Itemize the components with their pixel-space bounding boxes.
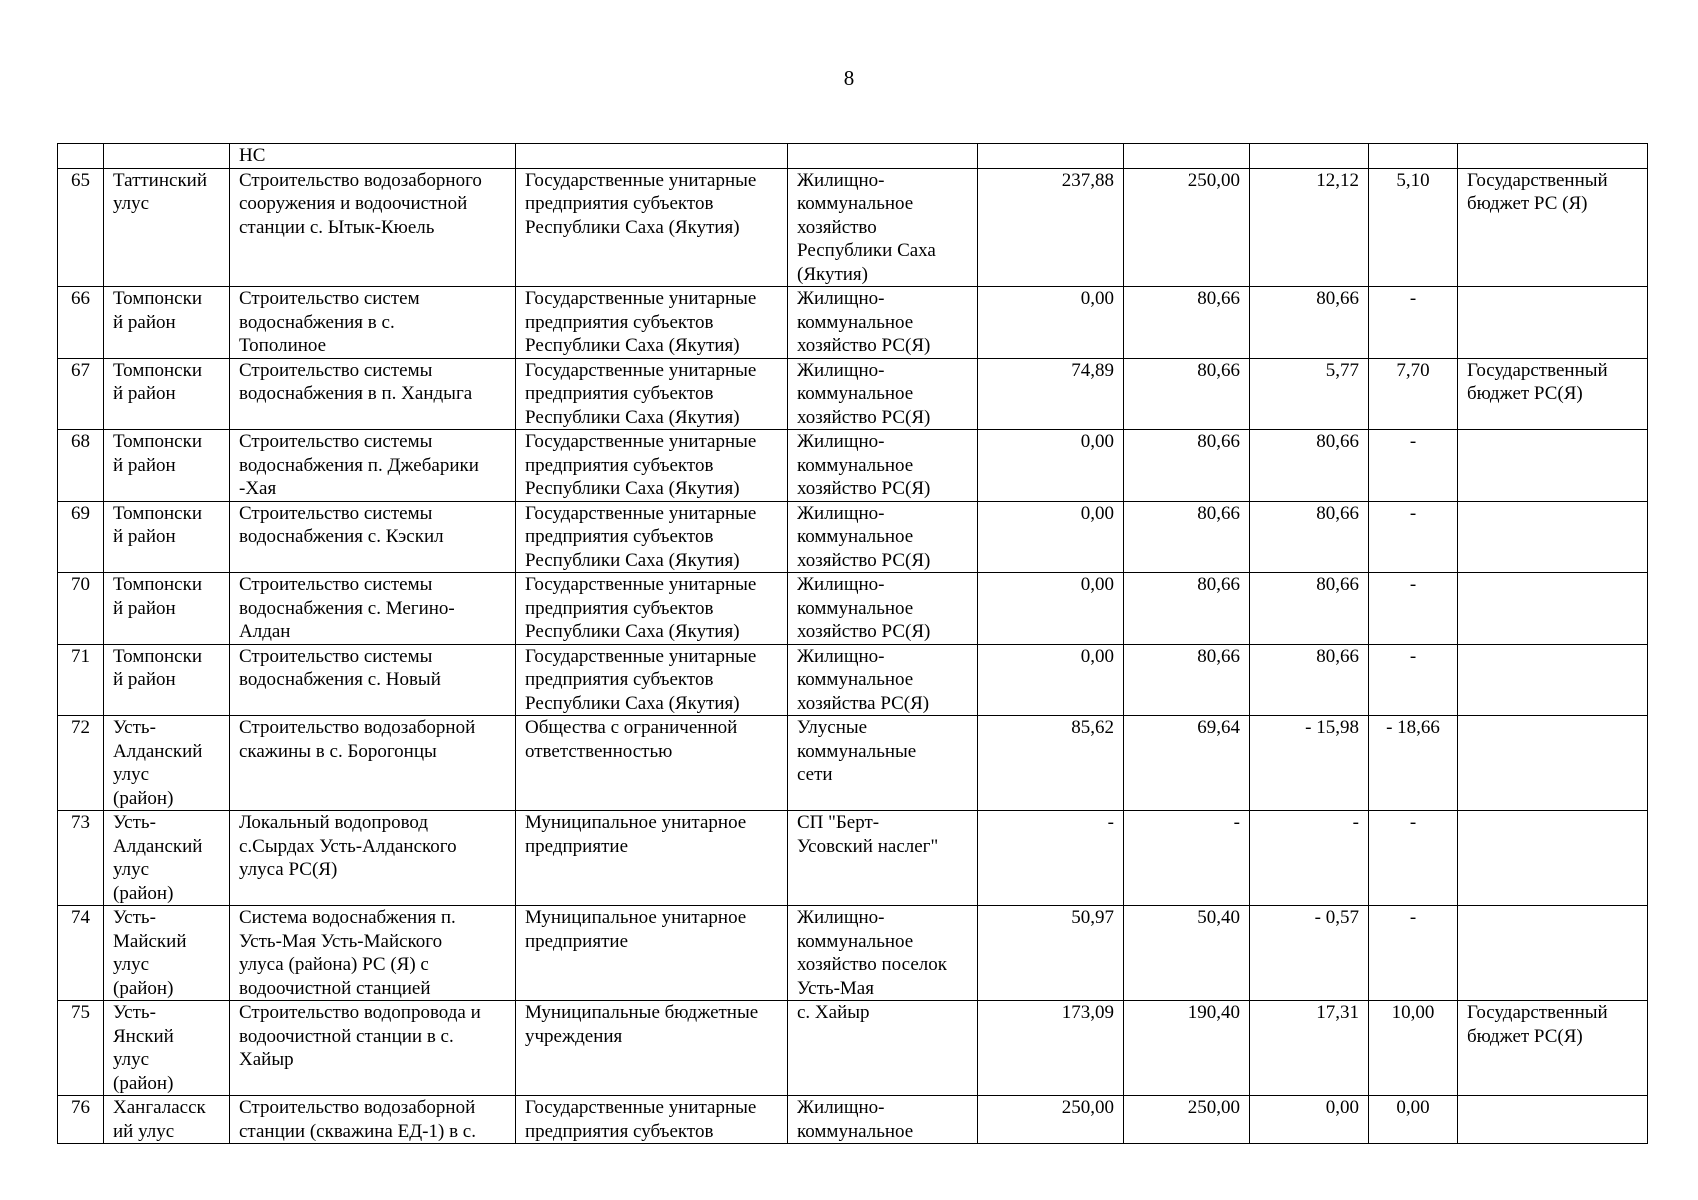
cell-value-new (1124, 144, 1250, 169)
cell-operator: Улусные коммунальные сети (788, 716, 978, 811)
cell-district: Усть- Янский улус (район) (104, 1001, 230, 1096)
cell-value-new: - (1124, 811, 1250, 906)
cell-value-difference: - 15,98 (1250, 716, 1369, 811)
cell-project-name: Строительство системы водоснабжения с. Мегино- Алдан (230, 573, 516, 645)
cell-number (58, 144, 104, 169)
table-body (58, 144, 1648, 1144)
table-row (58, 573, 1648, 645)
cell-operator: Жилищно- коммунальное хозяйство Республики Саха (Якутия) (788, 168, 978, 287)
cell-value-new: 80,66 (1124, 430, 1250, 502)
page-number: 8 (843, 66, 855, 90)
cell-funding-source (1458, 906, 1648, 1001)
cell-value-base: 74,89 (978, 358, 1124, 430)
cell-percent-change: 5,10 (1369, 168, 1458, 287)
cell-number: 74 (58, 906, 104, 1001)
cell-operator: с. Хайыр (788, 1001, 978, 1096)
cell-project-name: Система водоснабжения п. Усть-Мая Усть-Майского улуса (района) РС (Я) с водоочистной станцией (230, 906, 516, 1001)
cell-number: 65 (58, 168, 104, 287)
cell-organization-type: Государственные унитарные предприятия субъектов (516, 1096, 788, 1144)
cell-number: 76 (58, 1096, 104, 1144)
cell-funding-source (1458, 144, 1648, 169)
cell-organization-type: Муниципальные бюджетные учреждения (516, 1001, 788, 1096)
cell-operator: Жилищно- коммунальное хозяйство РС(Я) (788, 358, 978, 430)
cell-value-difference: 5,77 (1250, 358, 1369, 430)
cell-organization-type: Государственные унитарные предприятия субъектов Республики Саха (Якутия) (516, 644, 788, 716)
cell-funding-source (1458, 430, 1648, 502)
cell-value-new: 80,66 (1124, 287, 1250, 359)
table-row (58, 1096, 1648, 1144)
cell-project-name: Локальный водопровод с.Сырдах Усть-Алданского улуса РС(Я) (230, 811, 516, 906)
cell-value-new: 190,40 (1124, 1001, 1250, 1096)
cell-district: Томпонски й район (104, 358, 230, 430)
cell-organization-type: Государственные унитарные предприятия субъектов Республики Саха (Якутия) (516, 287, 788, 359)
cell-value-difference: 80,66 (1250, 573, 1369, 645)
cell-value-base: 250,00 (978, 1096, 1124, 1144)
cell-operator: Жилищно- коммунальное (788, 1096, 978, 1144)
cell-operator: Жилищно- коммунальное хозяйство поселок Усть-Мая (788, 906, 978, 1001)
cell-project-name: Строительство систем водоснабжения в с. Тополиное (230, 287, 516, 359)
cell-percent-change: - (1369, 573, 1458, 645)
table-row (58, 430, 1648, 502)
cell-operator: СП "Берт- Усовский наслег" (788, 811, 978, 906)
cell-value-difference (1250, 144, 1369, 169)
cell-value-difference: 80,66 (1250, 287, 1369, 359)
cell-funding-source: Государственный бюджет РС(Я) (1458, 358, 1648, 430)
cell-funding-source (1458, 501, 1648, 573)
cell-organization-type: Государственные унитарные предприятия субъектов Республики Саха (Якутия) (516, 358, 788, 430)
cell-value-new: 250,00 (1124, 168, 1250, 287)
cell-value-base: 50,97 (978, 906, 1124, 1001)
water-supply-table (57, 143, 1648, 1144)
cell-value-new: 50,40 (1124, 906, 1250, 1001)
cell-value-difference: 12,12 (1250, 168, 1369, 287)
cell-operator: Жилищно- коммунальное хозяйство РС(Я) (788, 573, 978, 645)
cell-number: 71 (58, 644, 104, 716)
cell-percent-change (1369, 144, 1458, 169)
cell-operator: Жилищно- коммунальное хозяйство РС(Я) (788, 287, 978, 359)
cell-funding-source (1458, 716, 1648, 811)
cell-value-new: 250,00 (1124, 1096, 1250, 1144)
table-row (58, 358, 1648, 430)
cell-number: 68 (58, 430, 104, 502)
cell-value-base: 0,00 (978, 573, 1124, 645)
cell-percent-change: - (1369, 644, 1458, 716)
cell-number: 73 (58, 811, 104, 906)
cell-project-name: Строительство водозаборного сооружения и водоочистной станции с. Ытык-Кюель (230, 168, 516, 287)
cell-district: Усть- Алданский улус (район) (104, 811, 230, 906)
cell-operator: Жилищно- коммунальное хозяйство РС(Я) (788, 430, 978, 502)
cell-percent-change: - (1369, 501, 1458, 573)
cell-funding-source (1458, 811, 1648, 906)
cell-number: 66 (58, 287, 104, 359)
cell-number: 67 (58, 358, 104, 430)
cell-value-difference: 80,66 (1250, 644, 1369, 716)
cell-project-name: Строительство системы водоснабжения с. Кэскил (230, 501, 516, 573)
cell-organization-type: Муниципальное унитарное предприятие (516, 811, 788, 906)
cell-organization-type: Государственные унитарные предприятия субъектов Республики Саха (Якутия) (516, 501, 788, 573)
table-row (58, 501, 1648, 573)
cell-operator (788, 144, 978, 169)
cell-project-name: Строительство системы водоснабжения в п. Хандыга (230, 358, 516, 430)
cell-funding-source (1458, 573, 1648, 645)
cell-value-new: 80,66 (1124, 644, 1250, 716)
cell-value-base: 0,00 (978, 501, 1124, 573)
table-row (58, 287, 1648, 359)
cell-funding-source: Государственный бюджет РС(Я) (1458, 1001, 1648, 1096)
cell-organization-type: Государственные унитарные предприятия субъектов Республики Саха (Якутия) (516, 430, 788, 502)
cell-funding-source (1458, 287, 1648, 359)
cell-number: 70 (58, 573, 104, 645)
cell-value-new: 80,66 (1124, 573, 1250, 645)
cell-number: 75 (58, 1001, 104, 1096)
cell-value-base: 85,62 (978, 716, 1124, 811)
cell-district: Усть- Алданский улус (район) (104, 716, 230, 811)
cell-project-name: НС (230, 144, 516, 169)
cell-district: Томпонски й район (104, 573, 230, 645)
cell-organization-type (516, 144, 788, 169)
table-row (58, 906, 1648, 1001)
cell-value-base: - (978, 811, 1124, 906)
cell-project-name: Строительство водозаборной скажины в с. Борогонцы (230, 716, 516, 811)
cell-district: Томпонски й район (104, 287, 230, 359)
cell-value-base (978, 144, 1124, 169)
cell-organization-type: Муниципальное унитарное предприятие (516, 906, 788, 1001)
cell-percent-change: - (1369, 811, 1458, 906)
cell-percent-change: - (1369, 287, 1458, 359)
cell-project-name: Строительство системы водоснабжения п. Джебарики -Хая (230, 430, 516, 502)
cell-value-difference: 0,00 (1250, 1096, 1369, 1144)
cell-value-new: 80,66 (1124, 358, 1250, 430)
cell-district: Томпонски й район (104, 430, 230, 502)
table-row (58, 168, 1648, 287)
cell-value-difference: 80,66 (1250, 430, 1369, 502)
cell-value-new: 80,66 (1124, 501, 1250, 573)
cell-percent-change: 10,00 (1369, 1001, 1458, 1096)
cell-value-base: 0,00 (978, 644, 1124, 716)
cell-district: Усть- Майский улус (район) (104, 906, 230, 1001)
cell-value-base: 173,09 (978, 1001, 1124, 1096)
cell-percent-change: - (1369, 906, 1458, 1001)
cell-operator: Жилищно- коммунальное хозяйство РС(Я) (788, 501, 978, 573)
table-row (58, 644, 1648, 716)
cell-funding-source (1458, 1096, 1648, 1144)
cell-funding-source (1458, 644, 1648, 716)
cell-value-difference: - (1250, 811, 1369, 906)
table-row (58, 144, 1648, 169)
cell-project-name: Строительство водопровода и водоочистной станции в с. Хайыр (230, 1001, 516, 1096)
cell-value-base: 0,00 (978, 287, 1124, 359)
cell-value-difference: 17,31 (1250, 1001, 1369, 1096)
cell-value-difference: - 0,57 (1250, 906, 1369, 1001)
cell-value-base: 0,00 (978, 430, 1124, 502)
table-row (58, 716, 1648, 811)
cell-organization-type: Государственные унитарные предприятия субъектов Республики Саха (Якутия) (516, 573, 788, 645)
cell-district: Хангаласск ий улус (104, 1096, 230, 1144)
cell-operator: Жилищно- коммунальное хозяйства РС(Я) (788, 644, 978, 716)
cell-funding-source: Государственный бюджет РС (Я) (1458, 168, 1648, 287)
cell-number: 72 (58, 716, 104, 811)
cell-district: Томпонски й район (104, 644, 230, 716)
cell-organization-type: Государственные унитарные предприятия субъектов Республики Саха (Якутия) (516, 168, 788, 287)
cell-percent-change: 7,70 (1369, 358, 1458, 430)
cell-district (104, 144, 230, 169)
cell-percent-change: - 18,66 (1369, 716, 1458, 811)
cell-district: Таттинский улус (104, 168, 230, 287)
cell-number: 69 (58, 501, 104, 573)
cell-value-difference: 80,66 (1250, 501, 1369, 573)
cell-percent-change: - (1369, 430, 1458, 502)
cell-project-name: Строительство водозаборной станции (скважина ЕД-1) в с. (230, 1096, 516, 1144)
cell-percent-change: 0,00 (1369, 1096, 1458, 1144)
cell-organization-type: Общества с ограниченной ответственностью (516, 716, 788, 811)
cell-value-new: 69,64 (1124, 716, 1250, 811)
cell-value-base: 237,88 (978, 168, 1124, 287)
table-row (58, 1001, 1648, 1096)
cell-district: Томпонски й район (104, 501, 230, 573)
table-row (58, 811, 1648, 906)
cell-project-name: Строительство системы водоснабжения с. Новый (230, 644, 516, 716)
